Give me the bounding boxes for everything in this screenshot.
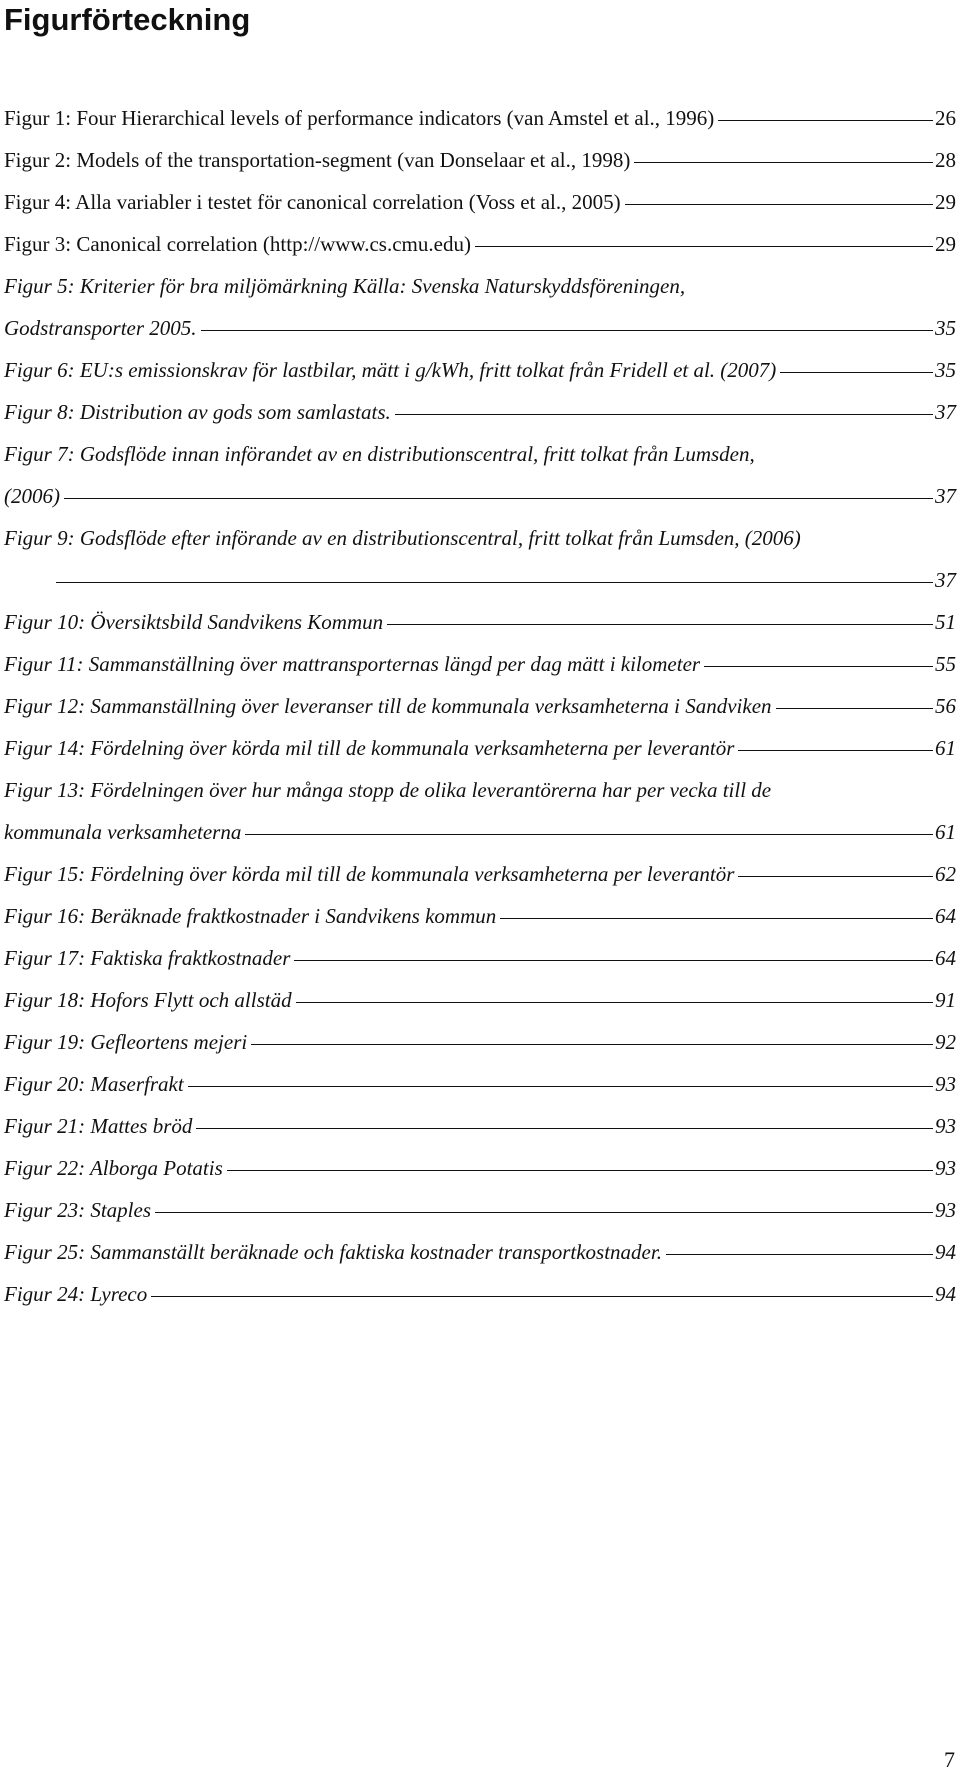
toc-entry-figur-4[interactable]	[4, 190, 956, 232]
entry-label: Godstransporter 2005.	[4, 316, 197, 340]
entry-label-line1: Figur 13: Fördelningen över hur många stopp de olika leverantörerna har per vecka till de	[4, 778, 772, 802]
entry-label: Figur 17: Faktiska fraktkostnader	[4, 946, 291, 970]
entry-page-number: 94	[935, 1240, 956, 1264]
dot-leader	[245, 834, 933, 835]
toc-entry-figur-18[interactable]	[4, 988, 956, 1030]
entry-page-number: 35	[935, 316, 956, 340]
dot-leader	[196, 1128, 933, 1129]
dot-leader	[738, 876, 933, 877]
entry-label: Figur 16: Beräknade fraktkostnader i Sandvikens kommun	[4, 904, 497, 928]
entry-page-number: 61	[935, 736, 956, 760]
entry-label: Figur 14: Fördelning över körda mil till de kommunala verksamheterna per leverantör	[4, 736, 735, 760]
figure-list	[4, 106, 956, 1324]
entry-label: Figur 1: Four Hierarchical levels of performance indicators (van Amstel et al., 1996)	[4, 106, 715, 130]
entry-page-number: 93	[935, 1072, 956, 1096]
entry-page-number: 93	[935, 1198, 956, 1222]
entry-label: Figur 2: Models of the transportation-segment (van Donselaar et al., 1998)	[4, 148, 631, 172]
entry-page-number: 37	[935, 484, 956, 508]
entry-label: Figur 10: Översiktsbild Sandvikens Kommun	[4, 610, 384, 634]
toc-entry-figur-14[interactable]	[4, 736, 956, 778]
dot-leader	[296, 1002, 933, 1003]
entry-label: Figur 11: Sammanställning över mattransporternas längd per dag mätt i kilometer	[4, 652, 701, 676]
entry-label: Figur 4: Alla variabler i testet för canonical correlation (Voss et al., 2005)	[4, 190, 621, 214]
entry-label: kommunala verksamheterna	[4, 820, 242, 844]
entry-page-number: 93	[935, 1114, 956, 1138]
entry-page-number: 26	[935, 106, 956, 130]
toc-entry-figur-15[interactable]	[4, 862, 956, 904]
entry-label: Figur 22: Alborga Potatis	[4, 1156, 223, 1180]
dot-leader	[251, 1044, 933, 1045]
entry-page-number: 51	[935, 610, 956, 634]
entry-page-number: 91	[935, 988, 956, 1012]
dot-leader	[395, 414, 933, 415]
entry-page-number: 56	[935, 694, 956, 718]
dot-leader	[666, 1254, 933, 1255]
entry-label: Figur 24: Lyreco	[4, 1282, 148, 1306]
toc-entry-figur-23[interactable]	[4, 1198, 956, 1240]
toc-entry-figur-25[interactable]	[4, 1240, 956, 1282]
entry-page-number: 62	[935, 862, 956, 886]
entry-page-number: 64	[935, 904, 956, 928]
entry-page-number: 28	[935, 148, 956, 172]
entry-label: Figur 12: Sammanställning över leveranser till de kommunala verksamheterna i Sandviken	[4, 694, 772, 718]
dot-leader	[776, 708, 933, 709]
toc-entry-figur-3[interactable]	[4, 232, 956, 274]
dot-leader	[201, 330, 933, 331]
toc-entry-figur-11[interactable]	[4, 652, 956, 694]
entry-label: Figur 25: Sammanställt beräknade och faktiska kostnader transportkostnader.	[4, 1240, 662, 1264]
entry-page-number: 37	[935, 400, 956, 424]
entry-label: Figur 21: Mattes bröd	[4, 1114, 193, 1138]
dot-leader	[294, 960, 933, 961]
dot-leader	[634, 162, 933, 163]
dot-leader	[738, 750, 933, 751]
toc-entry-figur-21[interactable]	[4, 1114, 956, 1156]
toc-entry-figur-19[interactable]	[4, 1030, 956, 1072]
entry-page-number: 29	[935, 232, 956, 256]
toc-entry-figur-24[interactable]	[4, 1282, 956, 1324]
entry-label: Figur 3: Canonical correlation (http://www.cs.cmu.edu)	[4, 232, 471, 256]
dot-leader	[625, 204, 933, 205]
toc-entry-figur-6[interactable]	[4, 358, 956, 400]
entry-label-line1: Figur 5: Kriterier för bra miljömärkning Källa: Svenska Naturskyddsföreningen,	[4, 274, 686, 298]
entry-label-line1: Figur 7: Godsflöde innan införandet av en distributionscentral, fritt tolkat från Lumsden,	[4, 442, 755, 466]
dot-leader	[387, 624, 933, 625]
dot-leader	[151, 1296, 933, 1297]
entry-page-number: 64	[935, 946, 956, 970]
entry-page-number: 92	[935, 1030, 956, 1054]
toc-entry-figur-7[interactable]	[4, 442, 956, 526]
toc-entry-figur-13[interactable]	[4, 778, 956, 862]
dot-leader	[155, 1212, 933, 1213]
toc-entry-figur-20[interactable]	[4, 1072, 956, 1114]
dot-leader	[64, 498, 933, 499]
dot-leader	[188, 1086, 933, 1087]
entry-page-number: 94	[935, 1282, 956, 1306]
entry-label: Figur 18: Hofors Flytt och allstäd	[4, 988, 292, 1012]
dot-leader	[500, 918, 933, 919]
entry-label: (2006)	[4, 484, 60, 508]
entry-label: Figur 15: Fördelning över körda mil till de kommunala verksamheterna per leverantör	[4, 862, 735, 886]
entry-label-line1: Figur 9: Godsflöde efter införande av en distributionscentral, fritt tolkat från Lumsden, (2006)	[4, 526, 801, 550]
toc-entry-figur-10[interactable]	[4, 610, 956, 652]
entry-label: Figur 20: Maserfrakt	[4, 1072, 184, 1096]
entry-page-number: 55	[935, 652, 956, 676]
entry-page-number: 61	[935, 820, 956, 844]
toc-entry-figur-2[interactable]	[4, 148, 956, 190]
toc-entry-figur-9[interactable]	[4, 526, 956, 610]
entry-label: Figur 23: Staples	[4, 1198, 151, 1222]
entry-page-number: 29	[935, 190, 956, 214]
toc-entry-figur-12[interactable]	[4, 694, 956, 736]
dot-leader	[780, 372, 933, 373]
dot-leader	[56, 582, 933, 583]
toc-entry-figur-22[interactable]	[4, 1156, 956, 1198]
toc-entry-figur-8[interactable]	[4, 400, 956, 442]
entry-page-number: 93	[935, 1156, 956, 1180]
dot-leader	[227, 1170, 933, 1171]
toc-entry-figur-17[interactable]	[4, 946, 956, 988]
page-heading: Figurförteckning	[4, 2, 251, 37]
toc-entry-figur-1[interactable]	[4, 106, 956, 148]
toc-entry-figur-5[interactable]	[4, 274, 956, 358]
entry-label: Figur 8: Distribution av gods som samlastats.	[4, 400, 391, 424]
dot-leader	[475, 246, 933, 247]
entry-label: Figur 19: Gefleortens mejeri	[4, 1030, 248, 1054]
dot-leader	[704, 666, 933, 667]
page-number: 7	[944, 1747, 955, 1772]
dot-leader	[718, 120, 933, 121]
entry-page-number: 37	[935, 568, 956, 592]
toc-entry-figur-16[interactable]	[4, 904, 956, 946]
entry-label: Figur 6: EU:s emissionskrav för lastbilar, mätt i g/kWh, fritt tolkat från Fridell et al. (2007)	[4, 358, 777, 382]
entry-page-number: 35	[935, 358, 956, 382]
